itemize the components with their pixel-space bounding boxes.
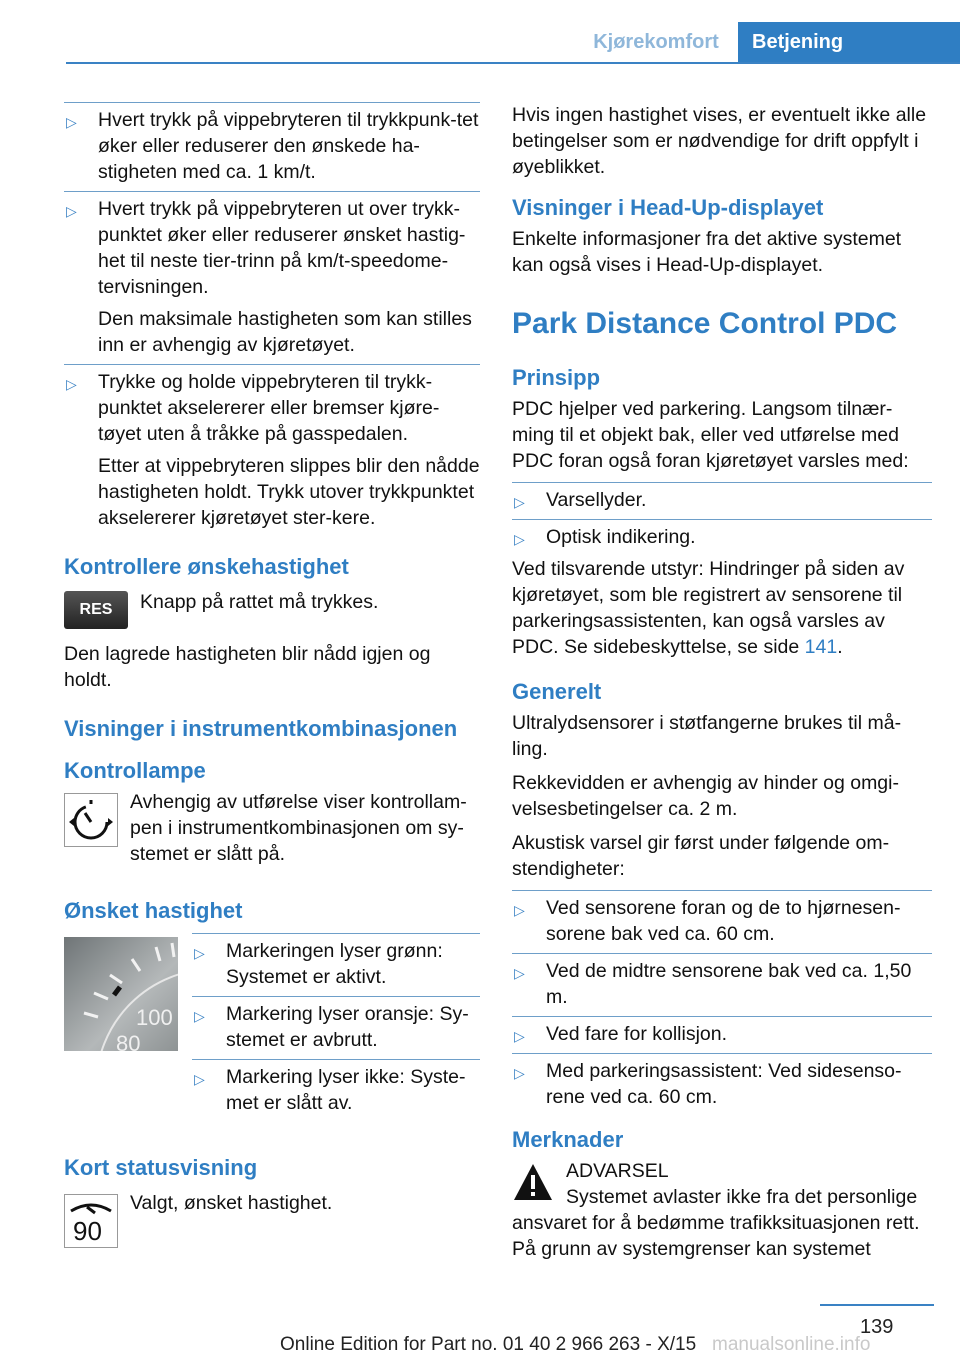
triangle-bullet-icon: ▷	[514, 1065, 525, 1081]
kontrollampe-row	[64, 789, 480, 867]
header-section-tab[interactable]: Kjørekomfort	[593, 30, 719, 53]
list-item: ▷ Hvert trykk på vippebryteren til trykkpunk‐tet øker eller reduserer den ønskede ha‐stigheten med ca. 1 km/t.	[64, 102, 480, 185]
list-item: ▷ Ved de midtre sensorene bak ved ca. 1,50 m.	[512, 953, 932, 1010]
res-text: Knapp på rattet må trykkes.	[140, 591, 379, 613]
generelt-list	[512, 890, 932, 1110]
intro-paragraph: Hvis ingen hastighet vises, er eventuelt ikke alle betingelser som er nødvendige for drift oppfylt i øyeblikket.	[512, 104, 927, 178]
section-heading-generelt: Generelt	[512, 679, 602, 704]
header-rule	[66, 62, 960, 64]
section-heading-kort: Kort statusvisning	[64, 1155, 258, 1180]
warning-label: ADVARSEL	[566, 1160, 669, 1182]
kontrollampe-text: Avhengig av utførelse viser kontrollam‐pen i instrumentkombinasjonen om sy‐stemet er slått på.	[130, 791, 467, 865]
list-item-note: Den maksimale hastigheten som kan stilles inn er avhengig av kjøretøyet.	[98, 308, 472, 356]
triangle-bullet-icon: ▷	[194, 1008, 205, 1024]
kort-text: Valgt, ønsket hastighet.	[130, 1192, 333, 1214]
left-column	[64, 102, 480, 1248]
res-button-icon: RES	[64, 591, 128, 629]
triangle-bullet-icon: ▷	[194, 1071, 205, 1087]
triangle-bullet-icon: ▷	[66, 376, 77, 392]
triangle-bullet-icon: ▷	[514, 494, 525, 510]
section-heading-prinsipp: Prinsipp	[512, 365, 601, 390]
res-row	[64, 589, 480, 629]
list-item: ▷ Ved sensorene foran og de to hjørnesen‐sorene bak ved ca. 60 cm.	[512, 890, 932, 947]
triangle-bullet-icon: ▷	[514, 965, 525, 981]
list-item-note: Etter at vippebryteren slippes blir den nådde hastigheten holdt. Trykk utover trykkpunktet akselererer kjøretøyet ster‐kere.	[98, 455, 480, 529]
prinsipp-paragraph: PDC hjelper ved parkering. Langsom tilnær‐ming til et objekt bak, eller ved utførelse med PDC foran også foran kjøretøyet varsles med:	[512, 398, 909, 472]
watermark: manualsonline.info	[712, 1334, 871, 1355]
onsket-row	[64, 933, 480, 1122]
triangle-bullet-icon: ▷	[194, 945, 205, 961]
list-item: ▷ Trykke og holde vippebryteren til trykk‐punktet akselererer eller bremser kjøre‐tøyet uten å tråkke på gasspedalen. Etter at vippebryteren slippes blir den nådde hastigheten holdt. Trykk utover trykkpunktet akselererer kjøretøyet ster‐kere.	[64, 364, 480, 531]
section-heading-kontrollere: Kontrollere ønskehastighet	[64, 554, 349, 579]
section-heading-onsket: Ønsket hastighet	[64, 898, 243, 923]
subheading-kontrollampe: Kontrollampe	[64, 758, 206, 783]
section-heading-visninger: Visninger i instrumentkombinasjonen	[64, 716, 458, 741]
edition-text: Online Edition for Part no. 01 40 2 966 263 - X/15	[280, 1334, 697, 1355]
list-item: ▷ Varsellyder.	[512, 482, 932, 513]
speed-adjust-list	[64, 102, 480, 531]
section-heading-hud: Visninger i Head-Up-displayet	[512, 195, 824, 220]
page-number: 139	[860, 1316, 894, 1338]
right-column	[512, 102, 932, 1262]
utstyr-paragraph: Ved tilsvarende utstyr: Hindringer på siden av kjøretøyet, som ble registrert av sensorene til parkeringsassistenten, kan også varsles av PDC. Se sidebeskyttelse, se side 141.	[512, 558, 905, 658]
speedometer-indicator-icon	[64, 793, 118, 847]
generelt-paragraph-1: Ultralydsensorer i støtfangerne brukes til må‐ling.	[512, 712, 902, 760]
prinsipp-list	[512, 482, 932, 550]
triangle-bullet-icon: ▷	[66, 114, 77, 130]
footer-rule	[820, 1304, 934, 1306]
speedometer-scale-image: 100 80	[64, 937, 178, 1051]
triangle-bullet-icon: ▷	[514, 1028, 525, 1044]
set-speed-status-icon: 90	[64, 1194, 118, 1248]
generelt-paragraph-3: Akustisk varsel gir først under følgende om‐stendigheter:	[512, 832, 890, 880]
triangle-bullet-icon: ▷	[514, 531, 525, 547]
triangle-bullet-icon: ▷	[66, 203, 77, 219]
triangle-bullet-icon: ▷	[514, 902, 525, 918]
list-item: ▷ Optisk indikering.	[512, 519, 932, 550]
res-paragraph: Den lagrede hastigheten blir nådd igjen og holdt.	[64, 643, 431, 691]
warning-triangle-icon	[512, 1162, 554, 1202]
list-item: ▷ Markering lyser oransje: Sy‐stemet er avbrutt.	[192, 996, 480, 1053]
hud-paragraph: Enkelte informasjoner fra det aktive systemet kan også vises i Head-Up-displayet.	[512, 228, 902, 276]
header-active-tab[interactable]: Betjening	[738, 22, 960, 62]
warning-block	[512, 1158, 932, 1262]
section-heading-merknader: Merknader	[512, 1127, 624, 1152]
list-item: ▷ Markering lyser ikke: Syste‐met er slått av.	[192, 1059, 480, 1116]
list-item: ▷ Markeringen lyser grønn: Systemet er aktivt.	[192, 933, 480, 990]
chapter-title-pdc: Park Distance Control PDC	[512, 307, 898, 340]
generelt-paragraph-2: Rekkevidden er avhengig av hinder og omgi‐velsesbetingelser ca. 2 m.	[512, 772, 899, 820]
list-item: ▷ Ved fare for kollisjon.	[512, 1016, 932, 1047]
warning-text: Systemet avlaster ikke fra det personlige ansvaret for å bedømme trafikksituasjonen rett. På grunn av systemgrenser kan systemet	[512, 1186, 920, 1260]
page-link[interactable]: 141	[804, 636, 838, 658]
list-item: ▷ Hvert trykk på vippebryteren ut over trykk‐punktet øker eller reduserer ønsket hastig‐het til neste tier-trinn på km/t-speedome‐tervisningen. Den maksimale hastigheten som kan stilles inn er avhengig av kjøretøyet.	[64, 191, 480, 358]
onsket-list	[192, 933, 480, 1122]
kort-row	[64, 1190, 480, 1248]
list-item: ▷ Med parkeringsassistent: Ved sidesenso‐rene ved ca. 60 cm.	[512, 1053, 932, 1110]
